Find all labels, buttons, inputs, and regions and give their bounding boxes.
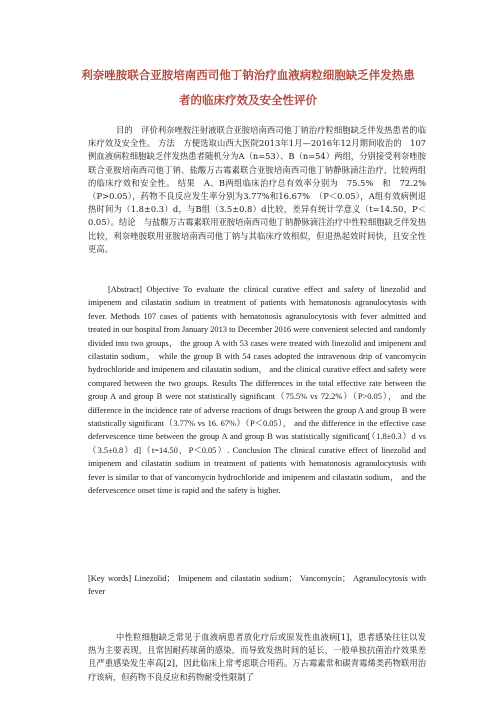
abstract-english: [Abstract] Objective To evaluate the clinical curative effect and safety of linezolid and imipenem and cilastatin sodium in treatment of patients with hematonosis agranulocytosis with fever. Methods 107 cases of patients with hematonosis agranulocytosis with fever admitted and treated in our hospital from January 2013 to December 2016 were convenient selected and randomly divided into two groups， the group A with 53 cases were treated with linezolid and imipenem and cilastatin sodium， while the group B with 54 cases adopted the intravenous drip of vancomycin hydrochloride and imipenem and cilastatin sodium， and the clinical curative effect and safety were compared between the two groups. Results The differences in the total effective rate between the group A and group B were not statistically significant（75.5% vs 72.2%）（P>0.05）， and the difference in the incidence rate of adverse reactions of drugs between the group A and group B were statistically significant（3.77% vs 16. 67%）（P＜0.05）， and the difference in the effective case defervescence time between the group A and group B was statistically significant[（1.8±0.3）d vs（3.5±0.8）d]（t=14.50，P＜0.05）. Conclusion The clinical curative effect of linezolid and imipenem and cilastatin sodium in treatment of patients with hematonosis agranulocytosis with fever is similar to that of vancomycin hydrochloride and imipenem and cilastatin sodium， and the defervescence onset time is rapid and the safety is higher. [88, 285, 426, 496]
abstract-chinese: 目的 评价利奈唑胺注射液联合亚胺培南西司他丁钠治疗粒细胞缺乏伴发热患者的临床疗效及安全性。 方法 方便选取山西大医院2013年1月—2016年12月期间收治的 107 例血液病粒细胞缺乏伴发热患者随机分为A（n=53）、B（n=54）两组，分别接受利奈唑胺联合亚胺培南西司他丁钠、盐酸万古霉素联合亚胺培南西司他丁钠静脉滴注治疗，比较两组的临床疗效和安全性。 结果 A、B两组临床治疗总有效率分别为 75.5% 和 72.2%（P>0.05），药物不良反应发生率分别为3.77%和16.67% （P＜0.05），A组有效病例退热时间为（1.8±0.3）d，与B组（3.5±0.8）d比较，差异有统计学意义（t=14.50，P＜0.05）。结论 与盐酸万古霉素联用亚胺培南西司他丁钠静脉滴注治疗中性粒细胞缺乏伴发热比较，利奈唑胺联用亚胺培南西司他丁钠与其临床疗效相似，但退热起效时间快，且安全性更高。 [88, 125, 435, 254]
keywords: [Key words] Linezolid； Imipenem and cilastatin sodium； Vancomycin； Agranulocytosis with fever [88, 574, 426, 597]
paper-title-line-2: 者的临床疗效及安全性评价 [179, 93, 317, 107]
body-intro-paragraph: 中性粒细胞缺乏常见于血液病患者放化疗后或原发性血液病[1]，患者感染往往以发热为主要表现，且常因耐药球菌的感染，而导致发热时间的延长，一般单独抗菌治疗效果差且严重感染发生率高[2]，因此临床上常考虑联合用药。万古霉素常和碳青霉烯类药物联用治疗该病，但药物不良反应和药物耐受性限制了 [88, 632, 426, 682]
paper-title-line-1: 利奈唑胺联合亚胺培南西司他丁钠治疗血液病粒细胞缺乏伴发热患 [81, 68, 415, 82]
